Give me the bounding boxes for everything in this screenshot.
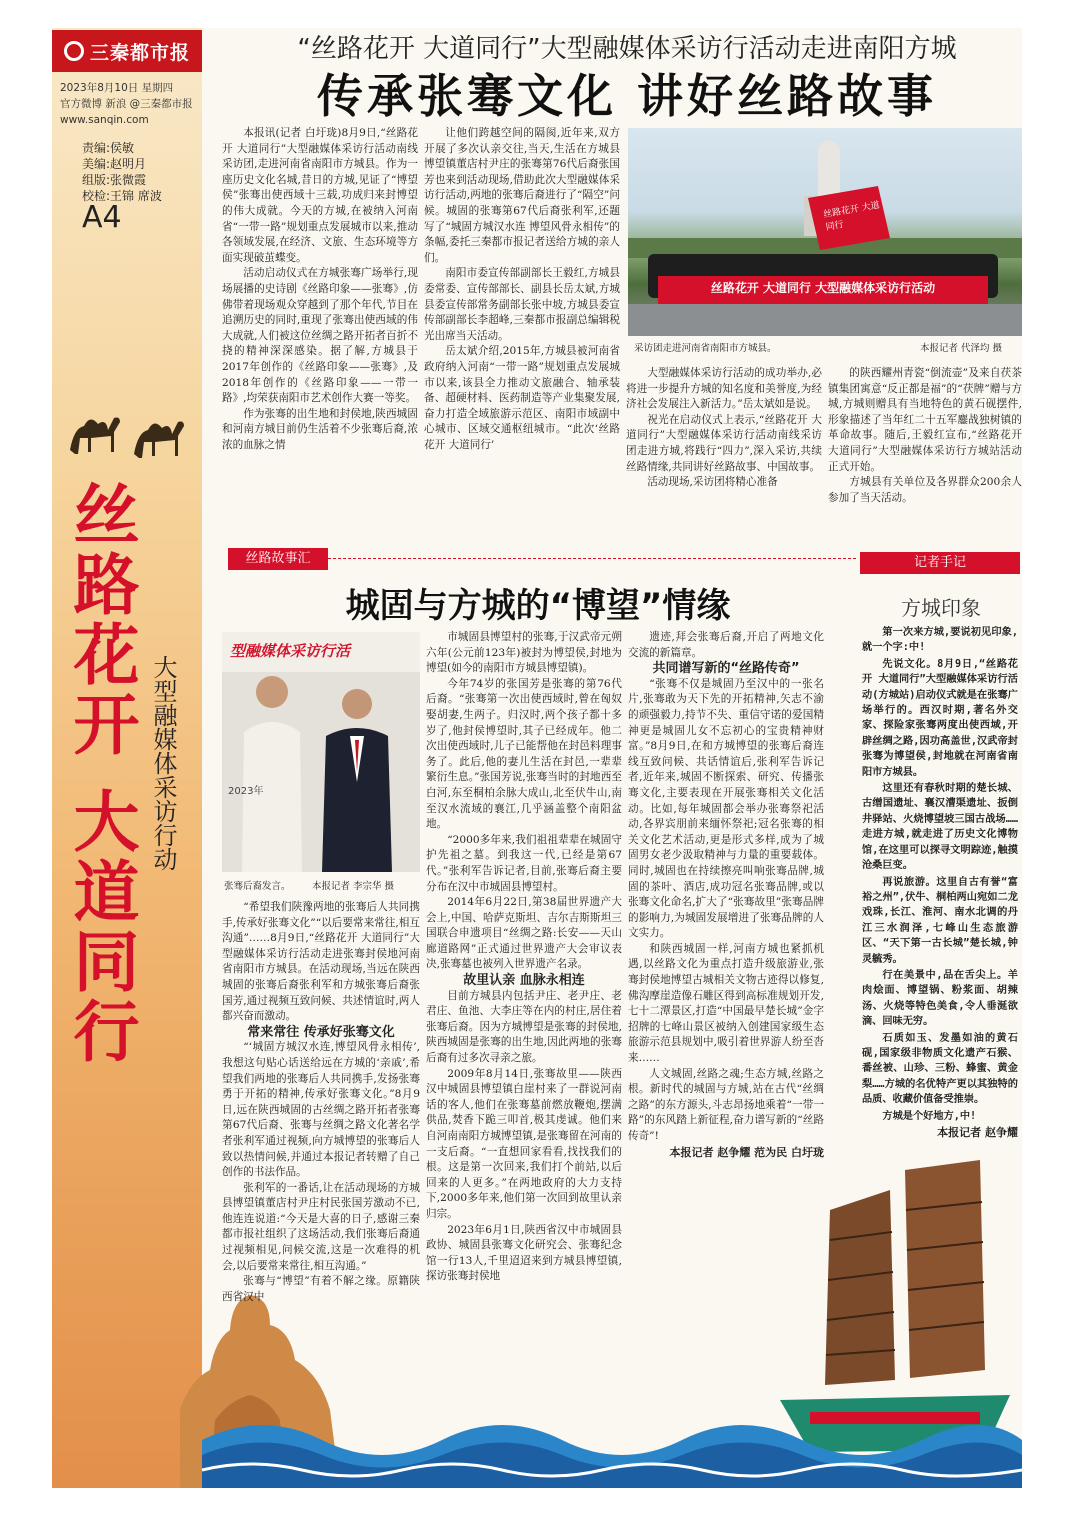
paragraph: 本报讯(记者 白圩珑)8月9日,“丝路花开 大道同行”大型融媒体采访行活动南线采访团,走进河南省南阳市方城县。作为一座历史文化名城,昔日的方城,见证了“博望侯”张骞出使西域十三载,功成归来封博望的伟大成就。今天的方城,在被纳入河南省“一带一路”规划重点发展城市以来,推动各领域发展,在经济、文旅、生态环境等方面实现破茧蝶变。	[222, 127, 418, 264]
camel-illustration	[52, 380, 202, 480]
article2-column-1	[222, 900, 420, 1400]
page-number: A4	[82, 200, 122, 235]
subheading: 故里认亲 血脉永相连	[463, 973, 585, 989]
paragraph: 祝光在启动仪式上表示,“丝路花开 大道同行”大型融媒体采访行活动南线采访团走进方城,将践行“四力”,深入采访,共续丝路情缘,共同讲好丝路故事、中国故事。	[626, 413, 822, 473]
article2-column-2	[426, 630, 622, 1400]
paragraph: 市城固县博望村的张骞,于汉武帝元朔六年(公元前123年)被封为博望侯,封地为博望(如今的南阳市方城县博望镇)。	[426, 631, 622, 675]
paragraph: “‘城固方城汉水连,博望风骨永相传’,我想这句贴心话送给远在方城的‘亲戚’,希望我们两地的张骞后人共同携手,发扬张骞勇于开拓的精神,传承好张骞文化。”8月9日,远在陕西城固的古丝绸之路开拓者张骞第67代后裔、张骞与丝绸之路文化著名学者张利军通过视频,向方城博望的张骞后人致以热情问候,并通过本报记者转赠了自己创作的书法作品。	[222, 1041, 420, 1179]
editor-line: 校检:王锦 席波	[82, 189, 162, 203]
paragraph: 方城县有关单位及各界群众200余人参加了当天活动。	[828, 476, 1022, 504]
paragraph: 2014年6月22日,第38届世界遗产大会上,中国、哈萨克斯坦、吉尔吉斯斯坦三国联合申遗项目“丝绸之路:长安——天山廊道路网”正式通过世界遗产大会审议表决,张骞墓也被列入世界遗产名录。	[426, 896, 622, 971]
paragraph: “希望我们陕豫两地的张骞后人共同携手,传承好张骞文化”“以后要常来常往,相互沟通”……8月9日,“丝路花开 大道同行”大型融媒体采访行活动走进张骞封侯地河南省南阳市方城县。在活动现场,当远在陕西城固的张骞后裔张利军和方城张骞后裔张国芳,通过视频互致问候、共述情谊时,两人都兴奋而激动。	[222, 901, 420, 1023]
article1-column-1	[222, 126, 418, 526]
article2-photo-credit: 本报记者 李宗华 摄	[312, 881, 395, 892]
article2-byline: 本报记者 赵争耀 范为民 白圩珑	[669, 1145, 824, 1159]
paragraph: 的陕西耀州青瓷“倒流壶”及来自茯茶镇集团寓意“反正都是福”的“茯牌”赠与方城,方城则赠具有当地特色的黄石砚摆件,形象描述了当年红二十五军鏖战独树镇的革命故事。随后,王毅红宣布,“丝路花开 大道同行”大型融媒体采访行方城站活动正式开始。	[828, 367, 1022, 473]
logo-ring-icon	[64, 41, 84, 61]
article1-column-4	[828, 366, 1022, 530]
editor-credits	[82, 140, 162, 204]
paragraph: 再说旅游。这里自古有誉“富裕之州”,伏牛、桐柏两山宛如二龙戏珠,长江、淮河、南水北调的丹江三水润泽,七峰山生态旅游区、“天下第一古长城”楚长城,钟灵毓秀。	[862, 876, 1018, 965]
masthead-info	[60, 80, 200, 235]
article2-photo	[222, 632, 420, 872]
paper-name: 三秦都市报	[89, 41, 190, 64]
paragraph: 人文城固,丝路之魂;生态方城,丝路之根。新时代的城固与方城,站在古代“丝绸之路”的东方源头,斗志昂扬地乘着“一带一路”的东风踏上新征程,奋力谱写新的“丝路传奇”!	[628, 1067, 824, 1142]
paragraph: 2023年6月1日,陕西省汉中市城固县政协、城固县张骞文化研究会、张骞纪念馆一行13人,千里迢迢来到方城县博望镇,探访张骞封侯地	[426, 1223, 622, 1283]
article2-photo-caption: 张骞后裔发言。	[224, 881, 291, 892]
editor-line: 责编:侯敏	[82, 141, 135, 155]
paragraph: 张利军的一番话,让在活动现场的方城县博望镇董店村尹庄村民张国芳激动不已,他连连说道:“今天是大喜的日子,感谢三秦都市报社组织了这场活动,我们张骞后裔通过视频相见,问候交流,这是一次难得的机会,以后要常来常往,相互沟通。”	[222, 1181, 420, 1272]
article1-column-3	[626, 366, 822, 530]
paragraph: 这里还有春秋时期的楚长城、古缯国遗址、襄汉漕渠遗址、扳倒井驿站、火烧博望坡三国古战场……走进方城,就走进了历史文化博物馆,在这里可以探寻文明踪迹,触摸沧桑巨变。	[862, 783, 1018, 872]
paragraph: 大型融媒体采访行活动的成功举办,必将进一步提升方城的知名度和美誉度,为经济社会发展注入新活力。”岳太斌如是说。	[626, 367, 822, 411]
paragraph: 今年74岁的张国芳是张骞的第76代后裔。“张骞第一次出使西域时,曾在匈奴娶胡妻,生两子。归汉时,两个孩子都十多岁了,他封侯博望时,其子已经成年。他二次出使西域时,儿子已能帮他在封邑料理事务了。此后,他的妻儿生活在封邑,一辈辈繁衍生息。”张国芳说,张骞当时的封地西至白河,东至桐柏余脉大成山,北至伏牛山,南至汉水流域的襄江,几乎涵盖整个南阳盆地。	[426, 677, 622, 831]
paragraph: “2000多年来,我们祖祖辈辈在城固守护先祖之墓。到我这一代,已经是第67代。”张利军告诉记者,目前,张骞后裔主要分布在汉中市城固县博望村。	[426, 833, 622, 893]
section-tag: 丝路故事汇	[228, 548, 328, 570]
masthead-logo	[52, 30, 202, 72]
wave-illustration	[202, 1400, 1022, 1488]
paragraph: 目前方城县内包括尹庄、老尹庄、老君庄、鱼池、大李庄等在内的村庄,居住着张骞后裔。因为方城博望是张骞的封侯地,陕西城固是张骞的出生地,因此两地的张骞后裔有过多次寻亲之旅。	[426, 989, 622, 1065]
editor-line: 美编:赵明月	[82, 157, 147, 171]
paragraph: 遗迹,拜会张骞后裔,开启了两地文化交流的新篇章。	[628, 631, 824, 659]
paragraph: 先说文化。8月9日,“丝路花开 大道同行”大型融媒体采访行活动(方城站)启动仪式就是在张骞广场举行的。西汉时期,著名外交家、探险家张骞两度出使西域,开辟丝绸之路,因功高盖世,汉武帝封张骞为博望侯,封地就在河南省南阳市方城县。	[862, 658, 1018, 778]
article1-photo-caption: 采访团走进河南省南阳市方城县。	[634, 343, 777, 354]
paragraph: “张骞不仅是城固乃至汉中的一张名片,张骞敢为天下先的开拓精神,矢志不渝的顽强毅力,持节不失、重信守诺的爱国精神更是城固儿女不忘初心的宝贵精神财富。”8月9日,在和方城博望的张骞后裔连线互致问候、共话情谊后,张利军告诉记者,近年来,城固不断探索、研究、传播张骞文化,主要表现在开展张骞相关文化活动。比如,每年城固都会举办张骞祭祀活动,各界宾朋前来缅怀祭祀;冠名张骞的相关文化艺术活动,更是形式多样,成为了城固男女老少汲取精神与力量的重要载体。同时,城固也在持续擦亮叫响张骞品牌,城固的茶叶、酒店,成功冠名张骞品牌,或以张骞文化命名,扩大了“张骞故里”张骞品牌的影响力,为城固发展增进了张骞品牌的人文实力。	[628, 677, 824, 940]
article1-column-2	[424, 126, 620, 526]
article1-photo	[628, 128, 1022, 336]
paragraph: 石质如玉、发墨如油的黄石砚,国家级非物质文化遗产石猴、番丝被、山珍、三粉、蜂蜜、黄金梨……方城的名优特产更以其独特的品质、收藏价值备受推崇。	[862, 1032, 1018, 1106]
website: www.sanqin.com	[60, 114, 149, 126]
paragraph: 让他们跨越空间的隔阂,近年来,双方开展了多次认亲交往,当天,生活在方城县博望镇董店村尹庄的张骞第76代后裔张国芳也来到活动现场,借助此次大型融媒体采访行活动,两地的张骞后裔进行了“隔空”问候。城固的张骞第67代后裔张利军,还题写了“城固方城汉水连 博望风骨永相传”的条幅,委托三秦都市报记者送给方城的亲人们。	[424, 127, 620, 264]
paragraph: 和陕西城固一样,河南方城也紧抓机遇,以丝路文化为重点打造升级旅游业,张骞封侯地博望古城相关文物古迹得以修复,佛沟摩崖造像石雕区得到高标准规划开发,七十二潭景区,打造“中国最早楚长城”金字招牌的七峰山景区被纳入创建国家级生态旅游示范县规划中,吸引着世界游人纷至沓来……	[628, 942, 824, 1065]
subheading: 常来常往 传承好张骞文化	[247, 1024, 395, 1040]
article1-photo-credit: 本报记者 代泽均 摄	[920, 343, 1003, 354]
section-divider	[328, 558, 856, 559]
vertical-slogan: 丝路花开 大道同行	[62, 480, 140, 1067]
article2-column-3	[628, 630, 824, 1220]
article2-headline: 城固与方城的“博望”情缘	[345, 586, 731, 626]
editor-line: 组版:张微霞	[82, 173, 147, 187]
paragraph: 第一次来方城,要说初见印象,就一个字:中!	[862, 627, 1018, 654]
paragraph: 方城是个好地方,中!	[882, 1110, 977, 1122]
notes-byline: 本报记者 赵争耀	[937, 1126, 1018, 1139]
paragraph: 2009年8月14日,张骞故里——陕西汉中城固县博望镇白崖村来了一群说河南话的客人,他们在张骞墓前燃放鞭炮,摆满供品,焚香下跪三叩首,极其虔诚。他们来自河南南阳方城博望镇,是张骞留在河南的一支后裔。“一直想回家看看,找找我们的根。这是第一次回来,我们打个前站,以后回来的人更多。”在两地政府的大力支持下,2000多年来,他们第一次回到故里认亲归宗。	[426, 1067, 622, 1220]
social-handle: 官方微博 新浪 @三秦都市报	[60, 98, 193, 110]
paragraph: 张骞与“博望”有着不解之缘。原籍陕西省汉中	[222, 1275, 420, 1303]
paragraph: 行在美景中,品在舌尖上。羊肉烩面、博望锅、粉浆面、胡辣汤、火烧等特色美食,令人垂涎欲滴、回味无穷。	[862, 969, 1018, 1028]
paragraph: 南阳市委宣传部副部长王毅红,方城县委常委、宣传部部长、副县长岳太斌,方城县委宣传部常务副部长张中坡,方城县委宣传部副部长李超峰,三秦都市报副总编辑税光出席当天活动。	[424, 267, 620, 342]
paragraph: 作为张骞的出生地和封侯地,陕西城固和河南方城目前仍生活着不少张骞后裔,浓浓的血脉之情	[222, 407, 418, 451]
notes-column	[862, 625, 1018, 1205]
photo-banner-text: 型融媒体采访行活	[230, 642, 351, 660]
vertical-subtitle: 大型融媒体采访行动	[149, 655, 177, 871]
article1-headline: 传承张骞文化 讲好丝路故事	[316, 69, 937, 123]
notes-title: 方城印象	[901, 596, 981, 620]
issue-date: 2023年8月10日 星期四	[60, 82, 174, 94]
article1-kicker: “丝路花开 大道同行”大型融媒体采访行活动走进南阳方城	[297, 34, 957, 64]
photo-year-text: 2023年	[228, 786, 264, 797]
paragraph: 活动启动仪式在方城张骞广场举行,现场展播的史诗剧《丝路印象——张骞》,仿佛带着现场观众穿越到了那个年代,节目在追溯历史的同时,重现了张骞出使西域的伟大成就,人们被这位丝绸之路开拓者百折不挠的精神深深感染。据了解,方城县于2017年创作的《丝路印象——张骞》,及2018年创作的《丝路印象——一带一路》,均荣获南阳市艺术创作大赛一等奖。	[222, 267, 418, 405]
paragraph: 活动现场,采访团将精心准备	[647, 476, 778, 489]
photo-banner-text: 丝路花开 大道同行 大型融媒体采访行活动	[710, 281, 936, 295]
photo-flag-text: 丝路花开 大道同行	[822, 200, 881, 234]
paragraph: 岳太斌介绍,2015年,方城县被河南省政府纳入河南“一带一路”规划重点发展城市以来,该县全力推动文旅融合、轴承装备、超硬材料、医药制造等产业集聚发展,奋力打造全域旅游示范区、南阳市域副中心城市、区域交通枢纽城市。“此次‘丝路花开 大道同行’	[424, 345, 620, 451]
subheading: 共同谱写新的“丝路传奇”	[652, 661, 800, 677]
notes-tag: 记者手记	[860, 552, 1020, 574]
